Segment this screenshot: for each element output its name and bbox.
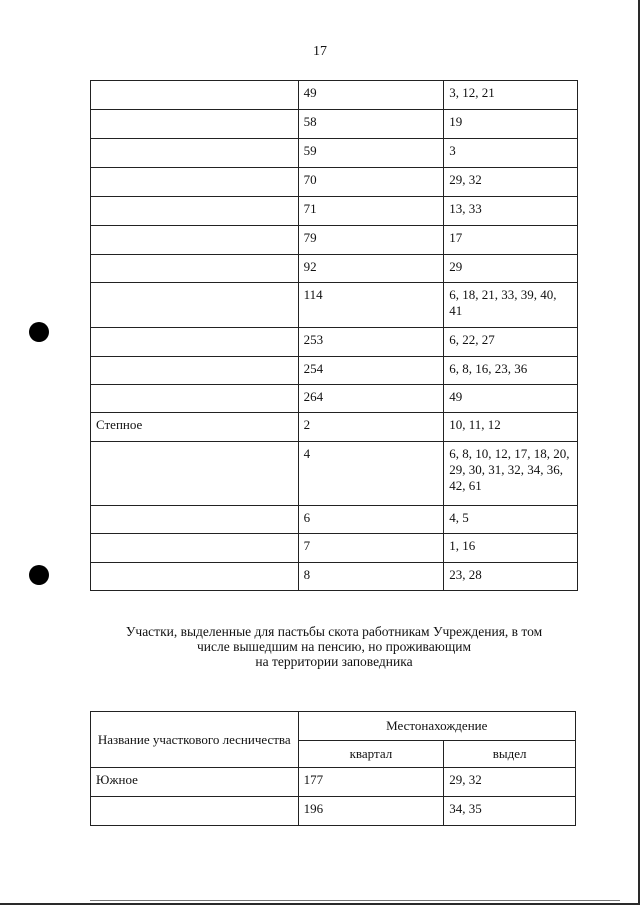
forestry-name-header: Название участкового лесничества: [91, 712, 299, 768]
pasture-plots-table: [90, 711, 576, 826]
vydel-cell: 10, 11, 12: [444, 413, 578, 442]
vydel-cell: 34, 35: [444, 797, 576, 826]
vydel-cell: 1, 16: [444, 534, 578, 563]
table-row: [91, 442, 578, 506]
kvartal-cell: 114: [298, 283, 444, 328]
kvartal-cell: 70: [298, 168, 444, 197]
forestry-cell: [91, 328, 299, 357]
kvartal-cell: 177: [298, 768, 444, 797]
forestry-cell: [91, 255, 299, 283]
table-row: [91, 385, 578, 413]
plots-table: [90, 80, 578, 591]
vydel-cell: 4, 5: [444, 506, 578, 534]
vydel-cell: 3: [444, 139, 578, 168]
table-row: [91, 283, 578, 328]
section-heading-line: на территории заповедника: [255, 654, 413, 669]
kvartal-header: квартал: [298, 741, 444, 768]
punch-hole-mark: [29, 322, 49, 342]
forestry-cell: [91, 168, 299, 197]
forestry-cell: [91, 357, 299, 385]
vydel-cell: 23, 28: [444, 563, 578, 591]
kvartal-cell: 254: [298, 357, 444, 385]
forestry-cell: Южное: [91, 768, 299, 797]
forestry-cell: [91, 110, 299, 139]
table-row: [91, 534, 578, 563]
vydel-cell: 6, 8, 10, 12, 17, 18, 20, 29, 30, 31, 32, 34, 36, 42, 61: [444, 442, 578, 506]
bottom-rule: [90, 900, 620, 901]
table-header-row: [91, 712, 576, 741]
kvartal-cell: 59: [298, 139, 444, 168]
kvartal-cell: 79: [298, 226, 444, 255]
punch-hole-mark: [29, 565, 49, 585]
kvartal-cell: 92: [298, 255, 444, 283]
table-row: [91, 357, 578, 385]
forestry-cell: [91, 797, 299, 826]
vydel-cell: 3, 12, 21: [444, 81, 578, 110]
vydel-cell: 13, 33: [444, 197, 578, 226]
forestry-cell: [91, 197, 299, 226]
vydel-cell: 6, 18, 21, 33, 39, 40, 41: [444, 283, 578, 328]
forestry-cell: [91, 506, 299, 534]
table-row: [91, 255, 578, 283]
vydel-header: выдел: [444, 741, 576, 768]
table-row: [91, 197, 578, 226]
kvartal-cell: 71: [298, 197, 444, 226]
location-header: Местонахождение: [298, 712, 575, 741]
vydel-cell: 29: [444, 255, 578, 283]
vydel-cell: 17: [444, 226, 578, 255]
kvartal-cell: 253: [298, 328, 444, 357]
table-row: [91, 328, 578, 357]
kvartal-cell: 49: [298, 81, 444, 110]
vydel-cell: 19: [444, 110, 578, 139]
forestry-cell: Степное: [91, 413, 299, 442]
kvartal-cell: 264: [298, 385, 444, 413]
forestry-cell: [91, 139, 299, 168]
section-heading-line: числе вышедшим на пенсию, но проживающим: [197, 639, 471, 654]
kvartal-cell: 8: [298, 563, 444, 591]
kvartal-cell: 6: [298, 506, 444, 534]
forestry-cell: [91, 385, 299, 413]
section-heading: [90, 624, 578, 669]
table-row: [91, 563, 578, 591]
kvartal-cell: 7: [298, 534, 444, 563]
table-row: [91, 768, 576, 797]
pasture-plots-table-body: [91, 768, 576, 826]
vydel-cell: 49: [444, 385, 578, 413]
plots-table-body: [91, 81, 578, 591]
vydel-cell: 6, 8, 16, 23, 36: [444, 357, 578, 385]
forestry-cell: [91, 442, 299, 506]
table-row: [91, 506, 578, 534]
page-number: 17: [313, 44, 327, 59]
section-heading-line: Участки, выделенные для пастьбы скота работникам Учреждения, в том: [125, 624, 543, 639]
vydel-cell: 6, 22, 27: [444, 328, 578, 357]
table-row: [91, 226, 578, 255]
forestry-cell: [91, 81, 299, 110]
kvartal-cell: 196: [298, 797, 444, 826]
table-row: [91, 110, 578, 139]
kvartal-cell: 2: [298, 413, 444, 442]
kvartal-cell: 4: [298, 442, 444, 506]
forestry-cell: [91, 226, 299, 255]
table-row: [91, 81, 578, 110]
kvartal-cell: 58: [298, 110, 444, 139]
vydel-cell: 29, 32: [444, 768, 576, 797]
forestry-cell: [91, 563, 299, 591]
table-row: [91, 797, 576, 826]
table-row: [91, 413, 578, 442]
vydel-cell: 29, 32: [444, 168, 578, 197]
forestry-cell: [91, 534, 299, 563]
table-row: [91, 168, 578, 197]
forestry-cell: [91, 283, 299, 328]
table-row: [91, 139, 578, 168]
